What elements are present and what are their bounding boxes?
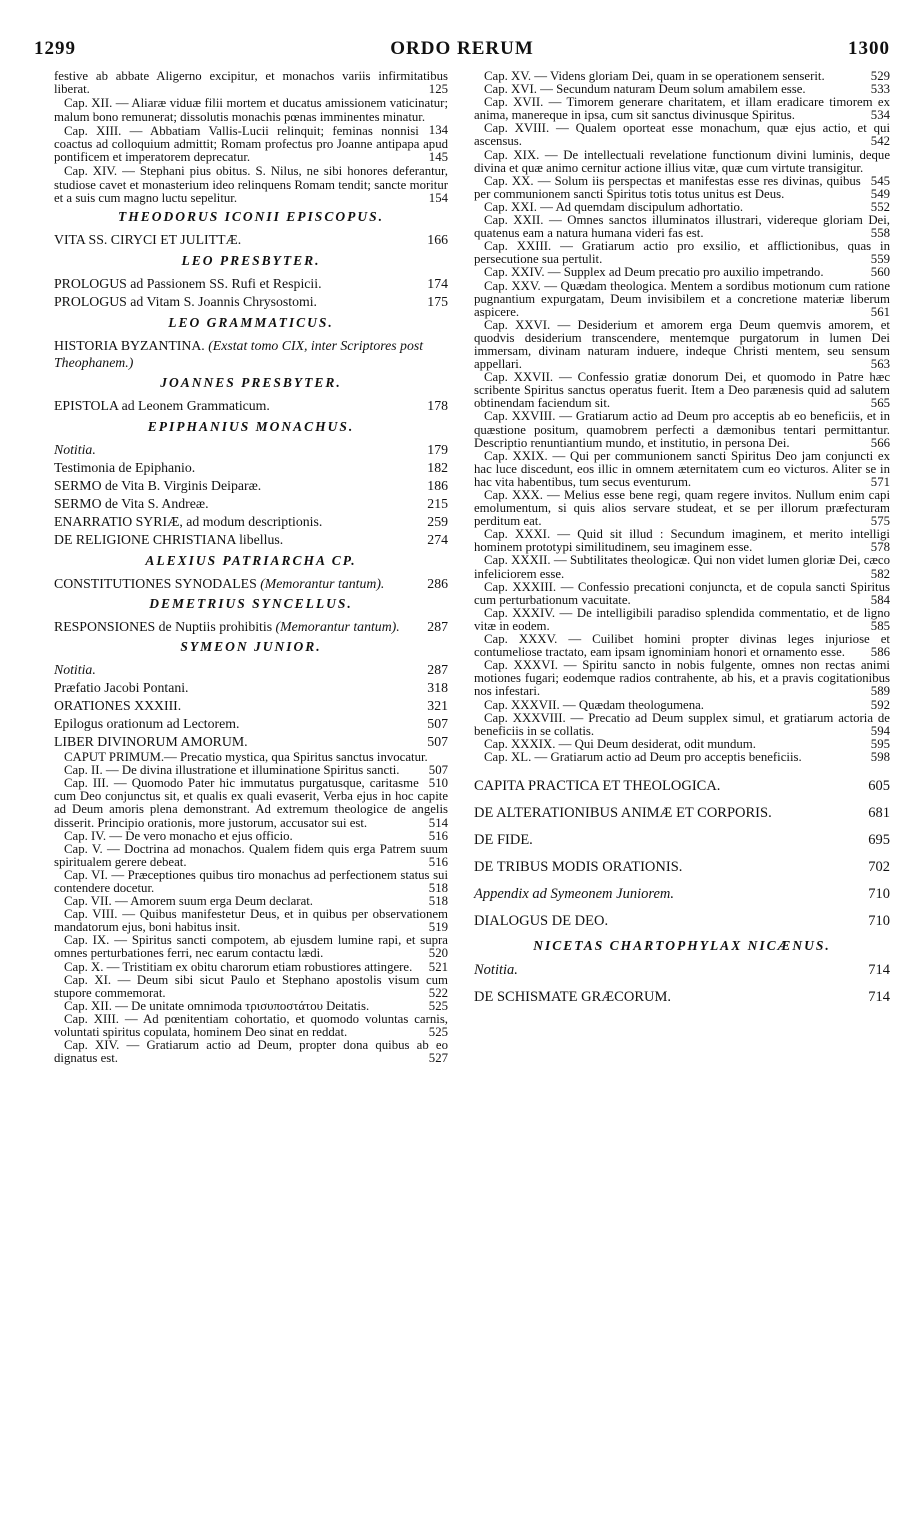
chapter-entry: Cap. XI. — Deum sibi sicut Paulo et Stephano apostolis visum cum stupore commemorat. 522 (54, 972, 448, 1000)
toc-entry: VITA SS. CIRYCI ET JULITTÆ. 166 (54, 232, 448, 248)
author-heading: EPIPHANIUS MONACHUS. (147, 419, 355, 435)
author-heading: THEODORUS ICONII EPISCOPUS. (118, 209, 384, 225)
chapter-entry: Cap. XXXVII. — Quædam theologumena. 592 (484, 697, 890, 712)
major-entry: Appendix ad Symeonem Juniorem. 710 (474, 885, 890, 902)
chapter-entry: Cap. XXVIII. — Gratiarum actio ad Deum pro acceptis ab eo beneficiis, et in quæstione positum, quamobrem perfecti a dæmonibus tentari permittantur. Descriptio renuntiantium mundo, et institutio, in persona Dei. 566 (474, 409, 890, 450)
chapter-entry: Cap. XXXVI. — Spiritu sancto in nobis fulgente, omnes non rectas animi motiones fugari; eodemque radios contrahente, ab his, et a pravis cogitationibus nos infestari. 589 (474, 658, 890, 699)
toc-entry: EPISTOLA ad Leonem Grammaticum. 178 (54, 398, 448, 414)
chapter-entry: Cap. II. — De divina illustratione et illuminatione Spiritus sancti. 510 (64, 763, 448, 791)
toc-entry: SERMO de Vita B. Virginis Deiparæ. 186 (54, 478, 448, 494)
author-heading: SYMEON JUNIOR. (180, 639, 322, 655)
chapter-entry: Cap. XXX. — Melius esse bene regi, quam regere invitos. Nullum enim capi emolumentum, si quis alios servare studeat, et se per illorum præfecturam perditum eat. 575 (474, 488, 890, 529)
running-title: ORDO RERUM (390, 38, 534, 59)
major-entry: DE SCHISMATE GRÆCORUM. 714 (474, 988, 890, 1005)
intro-entry: Cap. XIII. — Abbatiam Vallis-Lucii relinquit; feminas nonnisi coactus ad colloquium admittit; Romam profectus pro Joanne antipapa apud pontificem et imperatorem deprecatur. 145 (54, 123, 448, 165)
chapter-entry: Cap. IX. — Spiritus sancti compotem, ab ejusdem lumine rapi, et supra omnes perturbationes ferri, nec earum contactu lædi. 520 (54, 933, 448, 961)
toc-entry: HISTORIA BYZANTINA. (Exstat tomo CIX, inter Scriptores post Theophanem.) (54, 338, 424, 371)
chapter-entry: CAPUT PRIMUM.— Precatio mystica, qua Spiritus sanctus invocatur. 507 (64, 750, 448, 778)
chapter-entry: Cap. XXXII. — Subtilitates theologicæ. Qui non videt lumen gloriæ Dei, cæco infeliciorem esse. 582 (474, 553, 890, 581)
intro-entry: Cap. XIV. — Stephani pius obitus. S. Nilus, ne sibi honores deferantur, studiose cavet et monasterium ideo relinquens Romam tendit; sancte moritur et a suis cum magno luctu sepelitur. 154 (54, 164, 448, 205)
chapter-entry: Cap. XXXIX. — Qui Deum desiderat, odit mundum. 595 (484, 736, 890, 751)
toc-entry: PROLOGUS ad Vitam S. Joannis Chrysostomi. 175 (54, 294, 448, 310)
chapter-entry: Cap. XXXV. — Cuilibet homini propter divinas leges injuriose et contumeliose tractato, eam ipsam ignominiam honori et ornamento esse. 586 (474, 632, 890, 660)
chapter-entry: Cap. XXXIV. — De intelligibili paradiso splendida commentatio, et de ligno vitæ in eodem. 585 (474, 605, 890, 633)
toc-entry: ORATIONES XXXIII. 321 (54, 698, 448, 714)
chapter-entry: Cap. XVI. — Secundum naturam Deum solum amabilem esse. 533 (484, 82, 890, 97)
major-entry: DE FIDE. 695 (474, 831, 890, 848)
chapter-entry: Cap. XL. — Gratiarum actio ad Deum pro acceptis beneficiis. 598 (484, 749, 890, 764)
chapter-entry: Cap. XXIV. — Supplex ad Deum precatio pro auxilio impetrando. 560 (484, 265, 890, 280)
page-number-right: 1300 (848, 38, 890, 59)
chapter-entry: Cap. IV. — De vero monacho et ejus officio. 516 (64, 828, 448, 843)
chapter-entry: Cap. VIII. — Quibus manifestetur Deus, et in quibus per observationem mandatorum ejus, boni habitus insit. 519 (54, 907, 448, 935)
chapter-entry: Cap. V. — Doctrina ad monachos. Qualem fidem quis erga Patrem suum spiritualem gerere debeat. 516 (54, 841, 448, 869)
toc-entry: CONSTITUTIONES SYNODALES (Memorantur tantum). 286 (54, 576, 448, 592)
chapter-entry: Cap. XXVII. — Confessio gratiæ donorum Dei, et quomodo in Patre hæc scribente Spiritus sanctus operatus fuerit. Item a Deo parænesis quid ad salutem obtinendam faciendum sit. 565 (474, 370, 890, 411)
chapter-entry: Cap. XXV. — Quædam theologica. Mentem a sordibus motionum cum ratione pugnantium expurgatam, Deum invisibilem et a concretione materiæ liberum aspicere. 561 (474, 278, 890, 319)
chapter-entry: Cap. XV. — Videns gloriam Dei, quam in se operationem senserit. 529 (484, 69, 890, 83)
major-entry: DIALOGUS DE DEO. 710 (474, 912, 890, 929)
toc-entry: LIBER DIVINORUM AMORUM. 507 (54, 734, 448, 750)
chapter-entry: Cap. XXXI. — Quid sit illud : Secundum imaginem, et merito intelligi hominem prototypi similitudinem, seu imaginem esse. 578 (474, 527, 890, 555)
toc-entry: Notitia. 287 (54, 662, 448, 678)
chapter-entry: Cap. VII. — Amorem suum erga Deum declarat. 518 (64, 894, 448, 909)
chapter-entry: Cap. XX. — Solum iis perspectas et manifestas esse res divinas, quibus per communionem sancti Spiritus totis totus unitus est Deus. 549 (474, 173, 890, 201)
toc-entry: Præfatio Jacobi Pontani. 318 (54, 680, 448, 696)
author-heading: DEMETRIUS SYNCELLUS. (149, 596, 353, 612)
author-heading: JOANNES PRESBYTER. (160, 375, 342, 391)
chapter-entry: Cap. XVII. — Timorem generare charitatem, et illam eradicare timorem ex anima, manereque in ipsa, cum sit sanctus divinusque Spiritus. 534 (474, 95, 890, 123)
toc-entry: ENARRATIO SYRIÆ, ad modum descriptionis. 259 (54, 514, 448, 530)
toc-entry: Notitia. 179 (54, 442, 448, 458)
chapter-entry: Cap. XIV. — Gratiarum actio ad Deum, propter dona quibus ab eo dignatus est. 527 (54, 1038, 448, 1066)
intro-entry: Cap. XII. — Aliaræ viduæ filii mortem et ducatus amissionem vaticinatur; malum bono remunerat; dissolutis monachis pœnas imminentes minatur. 134 (54, 96, 448, 137)
toc-entry: Epilogus orationum ad Lectorem. 507 (54, 716, 448, 732)
chapter-entry: Cap. XII. — De unitate omnimoda τρισυποστάτου Deitatis. 525 (64, 998, 448, 1013)
chapter-entry: Cap. XIII. — Ad pœnitentiam cohortatio, et quomodo voluntas carnis, voluntati spiritus copulata, hominem Deo sinat en reddat. 525 (54, 1011, 448, 1039)
chapter-entry: Cap. VI. — Præceptiones quibus tiro monachus ad perfectionem status sui contendere docetur. 518 (54, 867, 448, 895)
chapter-entry: Cap. XXIX. — Qui per communionem sancti Spiritus Deo jam conjuncti ex hac luce discedunt, eos illic in omnem æternitatem cum eo victuros. Aliter se in hac vita habentibus, tum secus eventurum. 571 (474, 448, 890, 489)
left-column (54, 70, 448, 1065)
author-heading: LEO PRESBYTER. (181, 253, 321, 269)
major-entry: DE ALTERATIONIBUS ANIMÆ ET CORPORIS. 681 (474, 804, 890, 821)
chapter-entry: Cap. XXXIII. — Confessio precationi conjuncta, et de copula sancti Spiritus cum perturbationum vacuitate. 584 (474, 579, 890, 607)
toc-entry: RESPONSIONES de Nuptiis prohibitis (Memorantur tantum). 287 (54, 619, 448, 635)
chapter-entry: Cap. X. — Tristitiam ex obitu charorum etiam robustiores attingere. 521 (64, 959, 448, 974)
author-heading: ALEXIUS PATRIARCHA CP. (145, 553, 357, 569)
chapter-entry: Cap. XXI. — Ad quemdam discipulum adhortatio. 552 (484, 199, 890, 214)
chapter-entry: Cap. XXII. — Omnes sanctos illuminatos illustrari, videreque gloriam Dei, quatenus eam a natura humana videri fas est. 558 (474, 213, 890, 241)
author-heading: NICETAS CHARTOPHYLAX NICÆNUS. (533, 937, 831, 953)
chapter-entry: Cap. XXVI. — Desiderium et amorem erga Deum quemvis amorem, et quodvis desiderium transcendere, mentemque purgatorum in lumen Dei immersam, divinam naturam induere, indeque Christi mentem, seu sensum appellari. 563 (474, 317, 890, 372)
chapter-entry: Cap. XXIII. — Gratiarum actio pro exsilio, et afflictionibus, quas in persecutione sua pertulit. 559 (474, 239, 890, 267)
chapter-entry: Cap. XXXVIII. — Precatio ad Deum supplex simul, et gratiarum actoria de beneficiis in se collatis. 594 (474, 710, 890, 738)
toc-entry: Testimonia de Epiphanio. 182 (54, 460, 448, 476)
page-header (34, 38, 890, 64)
page-number-left: 1299 (34, 38, 76, 59)
chapter-entry: Cap. III. — Quomodo Pater hic immutatus purgatusque, caritasme cum Deo conjunctus sit, et qualis ex quali evaserit, Verba ejus in hoc capite ad Deum amoris plena demonstrant. Ad extremum theologice de angelis disserit. Principio orationis, more justorum, accusator sui est. 514 (54, 776, 448, 830)
chapter-entry: Cap. XIX. — De intellectuali revelatione functionum divini luminis, deque divina et quæ animo cernitur actione illius vitæ, quæ cum virtute transigitur. 545 (474, 147, 890, 188)
major-entry: CAPITA PRACTICA ET THEOLOGICA. 605 (474, 777, 890, 794)
toc-entry: PROLOGUS ad Passionem SS. Rufi et Respicii. 174 (54, 276, 448, 292)
major-entry: DE TRIBUS MODIS ORATIONIS. 702 (474, 858, 890, 875)
toc-entry: DE RELIGIONE CHRISTIANA libellus. 274 (54, 532, 448, 548)
chapter-entry: Cap. XVIII. — Qualem oporteat esse monachum, quæ ejus actio, et qui ascensus. 542 (474, 121, 890, 149)
intro-entry: festive ab abbate Aligerno excipitur, et monachos variis infirmitatibus liberat. 125 (54, 69, 448, 97)
author-heading: LEO GRAMMATICUS. (168, 315, 334, 331)
major-entry: Notitia. 714 (474, 961, 890, 978)
toc-entry: SERMO de Vita S. Andreæ. 215 (54, 496, 448, 512)
right-column (474, 70, 890, 1014)
